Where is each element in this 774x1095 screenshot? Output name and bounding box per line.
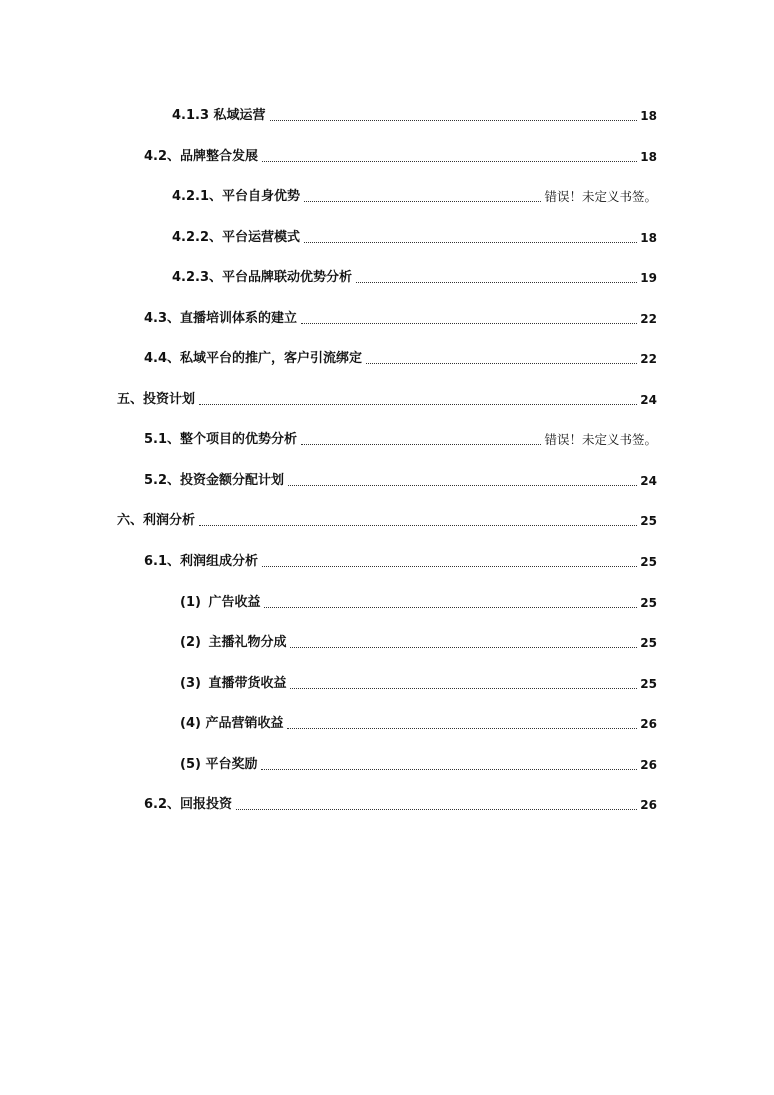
dot-leader xyxy=(290,647,637,648)
toc-entry-title: 5.1、整个项目的优势分析 xyxy=(144,432,298,447)
toc-entry-page: 25 xyxy=(640,555,657,569)
toc-entry-page-error: 错误！未定义书签。 xyxy=(544,432,657,447)
toc-entry-title: 4.2.1、平台自身优势 xyxy=(172,189,301,204)
toc-entry-title: 4.2.2、平台运营模式 xyxy=(172,230,301,245)
toc-entry-page: 18 xyxy=(640,150,657,164)
toc-entry-4-2-3[interactable] xyxy=(172,265,657,287)
dot-leader xyxy=(287,728,637,729)
dot-leader xyxy=(301,444,541,445)
toc-entry-page: 26 xyxy=(640,798,657,812)
toc-entry-page: 22 xyxy=(640,312,657,326)
dot-leader xyxy=(304,242,637,243)
toc-entry-6-2[interactable] xyxy=(144,792,657,814)
dot-leader xyxy=(262,161,637,162)
dot-leader xyxy=(261,769,637,770)
toc-entry-page: 18 xyxy=(640,109,657,123)
toc-entry-page: 25 xyxy=(640,677,657,691)
toc-entry-6-1-1[interactable] xyxy=(180,590,657,612)
toc-entry-title: 5.2、投资金额分配计划 xyxy=(144,473,285,488)
toc-entry-page: 25 xyxy=(640,514,657,528)
toc-entry-title: 五、投资计划 xyxy=(117,392,196,407)
toc-entry-title: (5) 平台奖励 xyxy=(180,757,258,772)
dot-leader xyxy=(366,363,637,364)
toc-entry-page-error: 错误！未定义书签。 xyxy=(544,189,657,204)
toc-entry-6-1-4[interactable] xyxy=(180,711,657,733)
toc-entry-page: 25 xyxy=(640,596,657,610)
toc-entry-page: 26 xyxy=(640,717,657,731)
dot-leader xyxy=(264,607,637,608)
toc-entry-section-5[interactable] xyxy=(117,387,657,409)
dot-leader xyxy=(262,566,637,567)
toc-entry-section-6[interactable] xyxy=(117,508,657,530)
toc-entry-4-1-3[interactable] xyxy=(172,103,657,125)
dot-leader xyxy=(236,809,637,810)
toc-entry-title: 6.1、利润组成分析 xyxy=(144,554,259,569)
dot-leader xyxy=(270,120,638,121)
toc-entry-4-4[interactable] xyxy=(144,346,657,368)
toc-entry-page: 26 xyxy=(640,758,657,772)
toc-entry-page: 19 xyxy=(640,271,657,285)
toc-entry-4-2[interactable] xyxy=(144,144,657,166)
toc-entry-title: 4.1.3 私域运营 xyxy=(172,108,266,123)
toc-entry-5-1[interactable] xyxy=(144,427,657,449)
toc-entry-title: (2) 主播礼物分成 xyxy=(180,635,287,650)
toc-entry-title: 6.2、回报投资 xyxy=(144,797,233,812)
toc-entry-4-3[interactable] xyxy=(144,306,657,328)
dot-leader xyxy=(288,485,637,486)
toc-entry-6-1-2[interactable] xyxy=(180,630,657,652)
toc-entry-title: 4.2.3、平台品牌联动优势分析 xyxy=(172,270,353,285)
toc-entry-5-2[interactable] xyxy=(144,468,657,490)
toc-entry-6-1-3[interactable] xyxy=(180,671,657,693)
dot-leader xyxy=(301,323,637,324)
dot-leader xyxy=(356,282,637,283)
dot-leader xyxy=(199,525,637,526)
toc-entry-page: 18 xyxy=(640,231,657,245)
dot-leader xyxy=(290,688,637,689)
toc-entry-title: 4.2、品牌整合发展 xyxy=(144,149,259,164)
toc-entry-page: 24 xyxy=(640,393,657,407)
toc-entry-title: 4.4、私域平台的推广，客户引流绑定 xyxy=(144,351,363,366)
dot-leader xyxy=(199,404,637,405)
toc-entry-page: 22 xyxy=(640,352,657,366)
dot-leader xyxy=(304,201,541,202)
toc-entry-6-1-5[interactable] xyxy=(180,752,657,774)
toc-entry-page: 24 xyxy=(640,474,657,488)
toc-entry-title: (1) 广告收益 xyxy=(180,595,261,610)
toc-entry-title: 4.3、直播培训体系的建立 xyxy=(144,311,298,326)
toc-entry-page: 25 xyxy=(640,636,657,650)
toc-entry-title: (3) 直播带货收益 xyxy=(180,676,287,691)
toc-entry-4-2-1[interactable] xyxy=(172,184,657,206)
toc-entry-title: (4) 产品营销收益 xyxy=(180,716,284,731)
toc-entry-title: 六、利润分析 xyxy=(117,513,196,528)
toc-entry-4-2-2[interactable] xyxy=(172,225,657,247)
toc-entry-6-1[interactable] xyxy=(144,549,657,571)
